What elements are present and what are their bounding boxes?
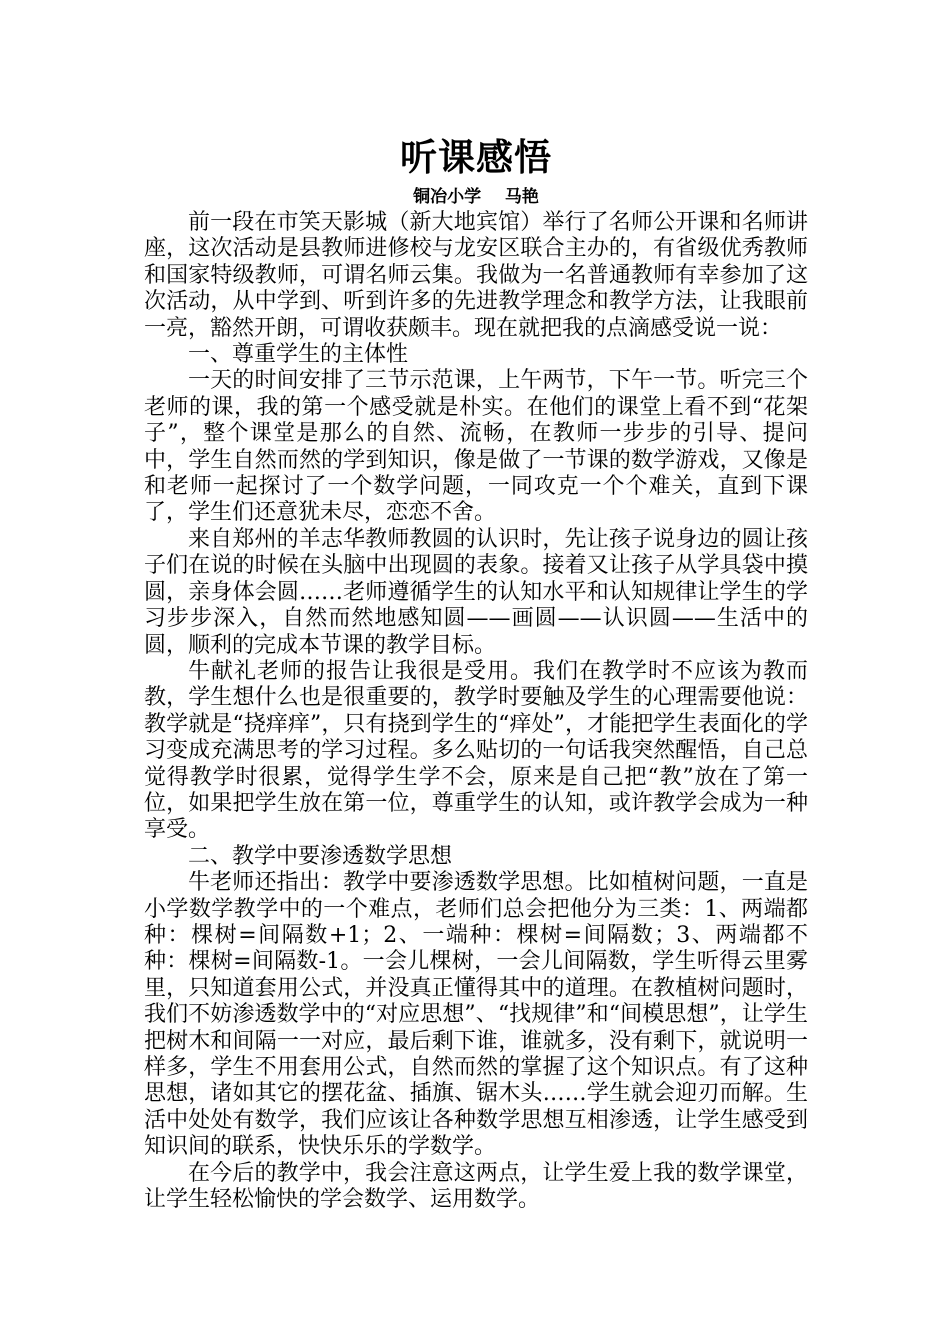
closing-paragraph: 在今后的教学中，我会注意这两点，让学生爱上我的数学课堂，让学生轻松愉快的学会数学、运用数学。: [144, 1160, 808, 1213]
byline: 铜冶小学 马艳: [413, 187, 539, 207]
paragraph: 来自郑州的羊志华教师教圆的认识时，先让孩子说身边的圆让孩子们在说的时候在头脑中出现圆的表象。接着又让孩子从学具袋中摸圆，亲身体会圆……老师遵循学生的认知水平和认知规律让学生的学习步步深入，自然而然地感知圆——画圆——认识圆——生活中的圆，顺利的完成本节课的教学目标。: [144, 526, 808, 658]
paragraph: 牛献礼老师的报告让我很是受用。我们在教学时不应该为教而教，学生想什么也是很重要的，教学时要触及学生的心理需要他说：教学就是“挠痒痒”，只有挠到学生的“痒处”，才能把学生表面化的学习变成充满思考的学习过程。多么贴切的一句话我突然醒悟，自己总觉得教学时很累，觉得学生学不会，原来是自己把“教”放在了第一位，如果把学生放在第一位，尊重学生的认知，或许教学会成为一种享受。: [144, 658, 808, 843]
paragraph: 一天的时间安排了三节示范课，上午两节，下午一节。听完三个老师的课，我的第一个感受就是朴实。在他们的课堂上看不到“花架子”，整个课堂是那么的自然、流畅，在教师一步步的引导、提问中，学生自然而然的学到知识，像是做了一节课的数学游戏，又像是和老师一起探讨了一个数学问题，一同攻克一个个难关，直到下课了，学生们还意犹未尽，恋恋不舍。: [144, 368, 808, 526]
section-heading-1: 一、尊重学生的主体性: [188, 342, 409, 368]
document-page: [144, 120, 808, 1213]
paragraph: 牛老师还指出：教学中要渗透数学思想。比如植树问题，一直是小学数学教学中的一个难点，老师们总会把他分为三类：1、两端都种：棵树=间隔数+1；2、一端种：棵树=间隔数；3、两端都不种：棵树=间隔数-1。一会儿棵树，一会儿间隔数，学生听得云里雾里，只知道套用公式，并没真正懂得其中的道理。在教植树问题时，我们不妨渗透数学中的“对应思想”、“找规律”和“间模思想”，让学生把树木和间隔一一对应，最后剩下谁，谁就多，没有剩下，就说明一样多，学生不用套用公式，自然而然的掌握了这个知识点。有了这种思想，诸如其它的摆花盆、插旗、锯木头……学生就会迎刃而解。生活中处处有数学，我们应该让各种数学思想互相渗透，让学生感受到知识间的联系，快快乐乐的学数学。: [144, 870, 808, 1160]
document-body: [144, 210, 808, 1213]
section-heading-2: 二、教学中要渗透数学思想: [188, 843, 453, 869]
page-title: 听课感悟: [400, 135, 552, 179]
intro-paragraph: 前一段在市笑天影城（新大地宾馆）举行了名师公开课和名师讲座，这次活动是县教师进修校与龙安区联合主办的，有省级优秀教师和国家特级教师，可谓名师云集。我做为一名普通教师有幸参加了这次活动，从中学到、听到许多的先进教学理念和教学方法，让我眼前一亮，豁然开朗，可谓收获颇丰。现在就把我的点滴感受说一说：: [144, 210, 808, 341]
